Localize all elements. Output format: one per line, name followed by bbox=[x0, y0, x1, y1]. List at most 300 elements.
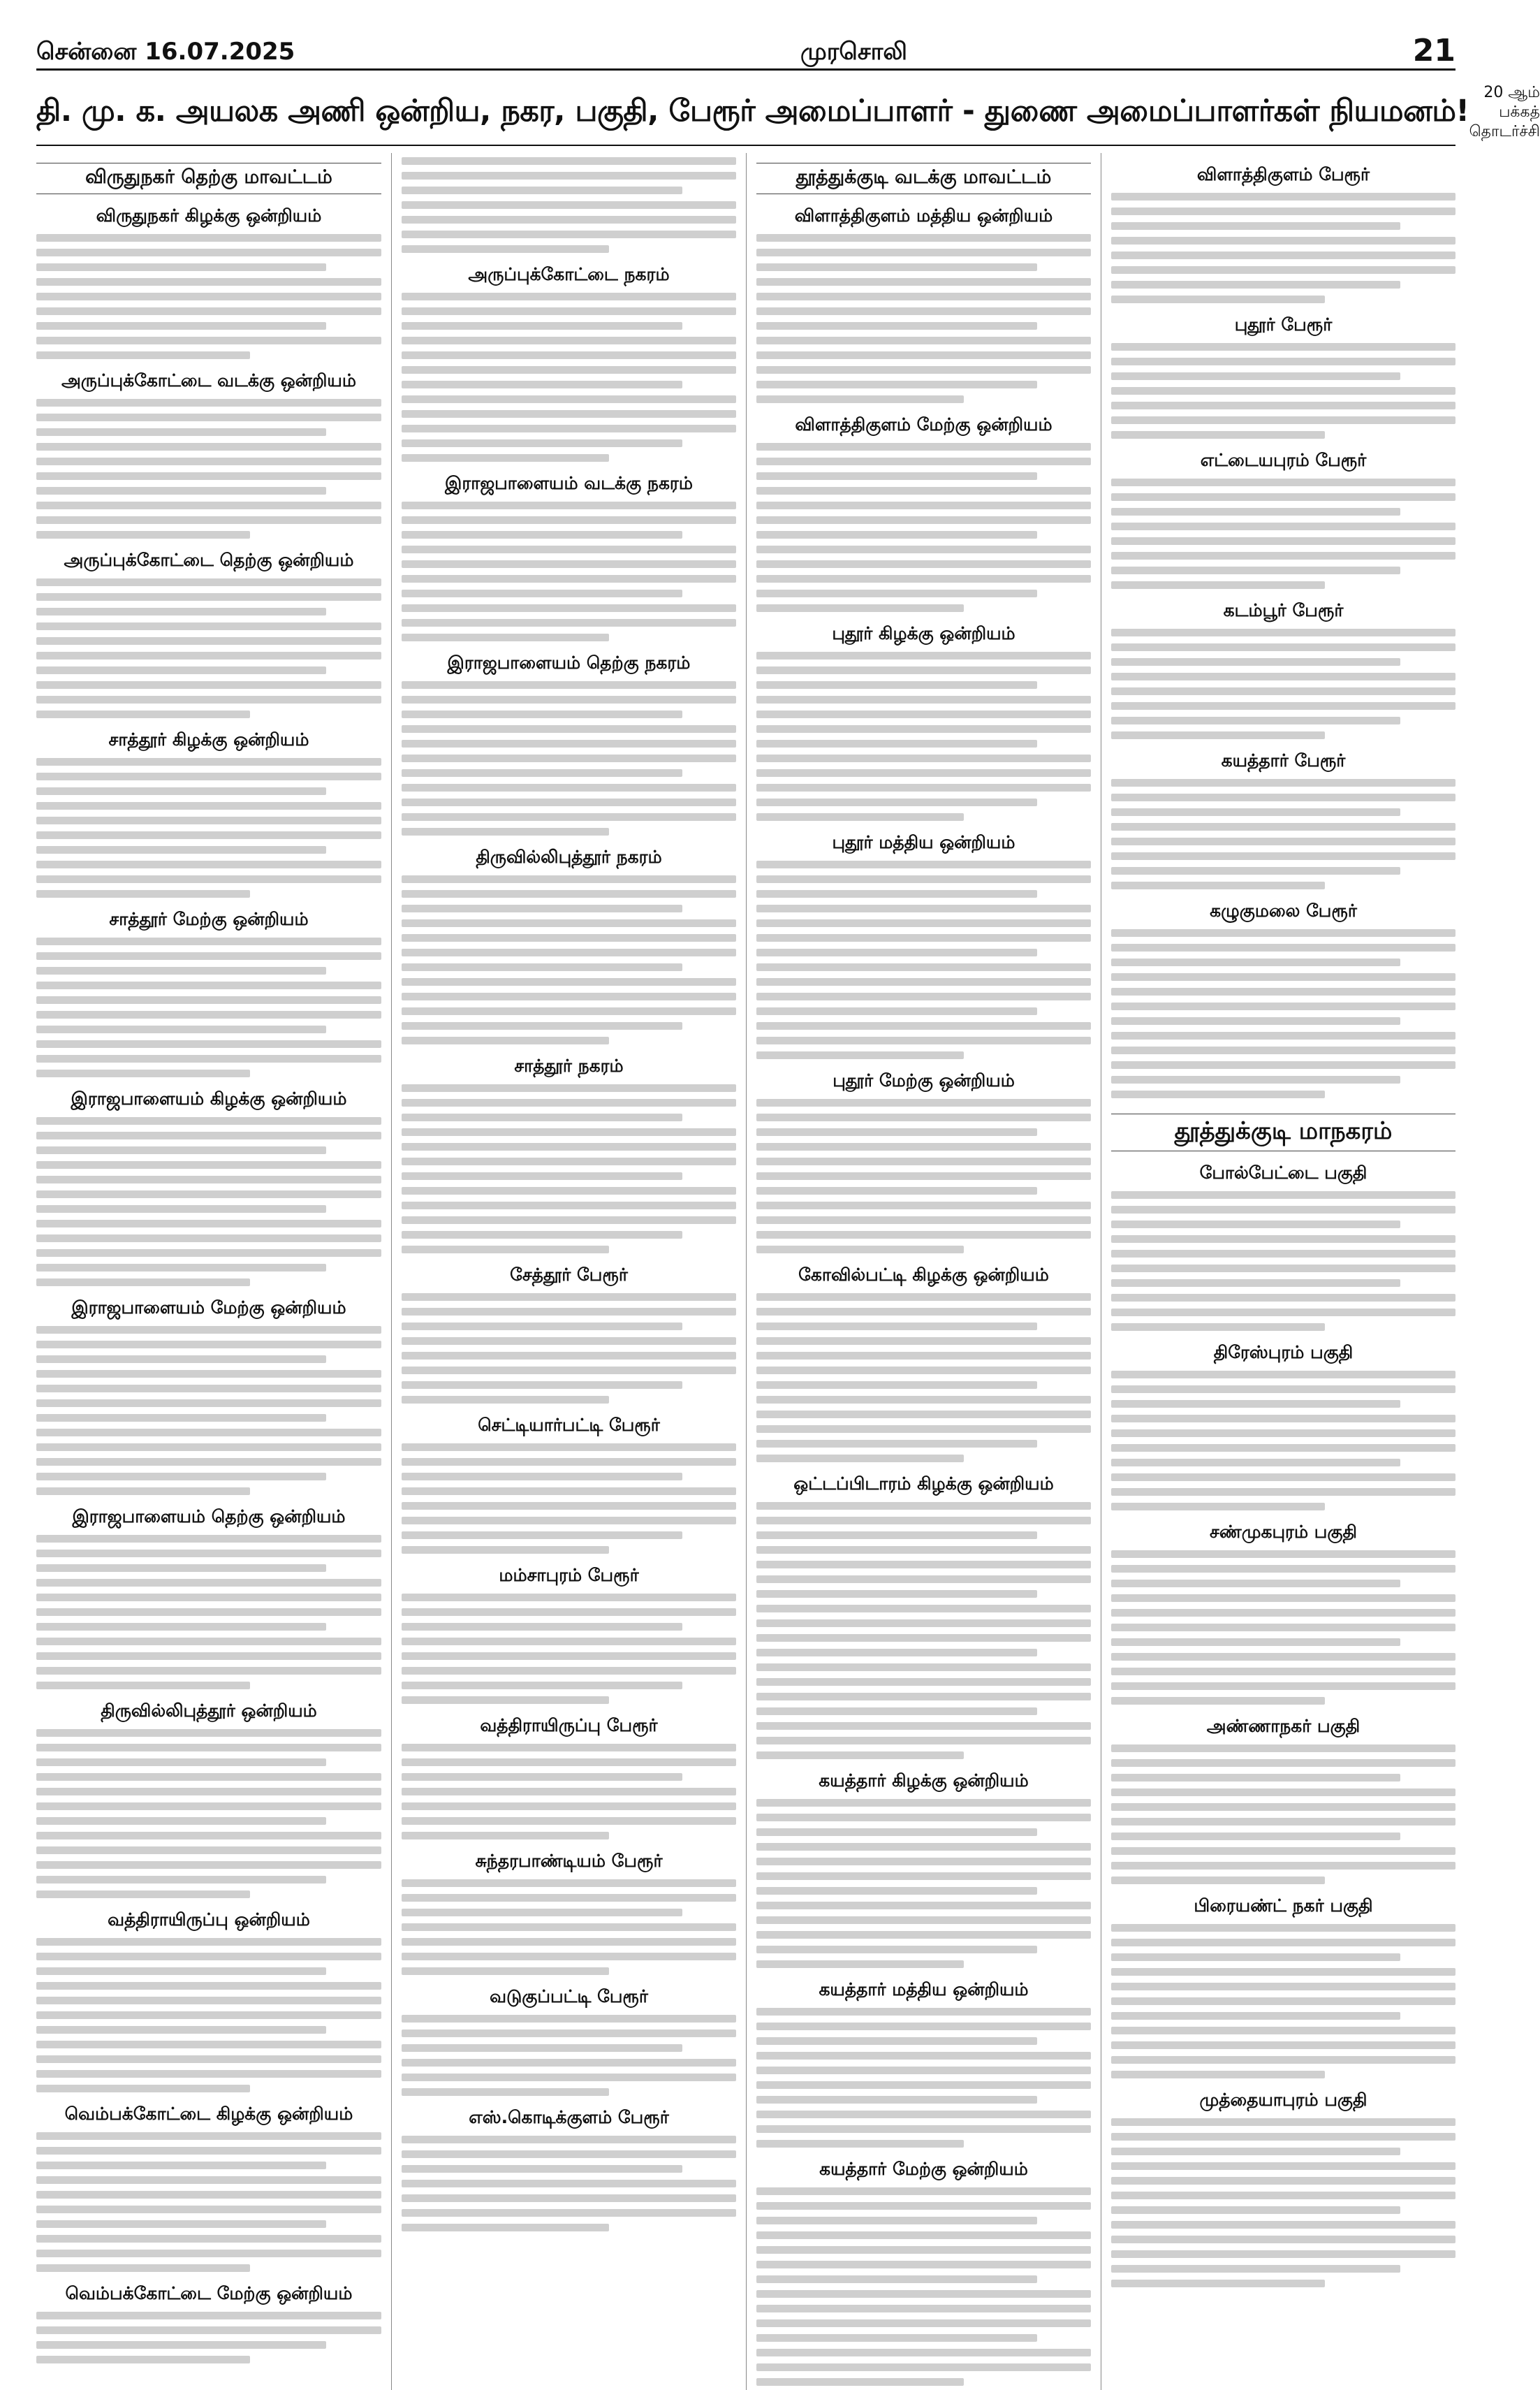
text-line bbox=[36, 1026, 326, 1033]
text-line bbox=[756, 1960, 964, 1968]
text-line bbox=[36, 1132, 381, 1139]
text-line bbox=[402, 799, 736, 806]
text-line bbox=[1111, 237, 1455, 245]
section-heading: கயத்தார் மேற்கு ஒன்றியம் bbox=[819, 2159, 1028, 2179]
text-line bbox=[756, 1293, 1091, 1301]
text-line bbox=[1111, 2133, 1455, 2141]
text-line bbox=[36, 1564, 326, 1572]
text-line bbox=[756, 2349, 1091, 2356]
text-line bbox=[756, 1678, 1091, 1686]
text-line bbox=[1111, 1939, 1455, 1946]
text-line bbox=[402, 2015, 736, 2023]
section-heading: அண்ணாநகர் பகுதி bbox=[1206, 1716, 1361, 1736]
text-line bbox=[756, 1872, 1091, 1880]
listing-text-placeholder bbox=[756, 1799, 1091, 1968]
text-line bbox=[36, 2132, 381, 2140]
text-line bbox=[36, 1326, 381, 1334]
listing-text-placeholder bbox=[1111, 629, 1455, 739]
text-line bbox=[36, 1876, 326, 1883]
text-line bbox=[36, 831, 381, 839]
text-line bbox=[402, 919, 736, 927]
text-line bbox=[1111, 523, 1455, 530]
listing-text-placeholder bbox=[36, 1326, 381, 1495]
text-line bbox=[402, 546, 736, 553]
text-line bbox=[36, 1667, 381, 1675]
text-line bbox=[756, 1051, 964, 1059]
text-line bbox=[36, 278, 381, 286]
text-line bbox=[1111, 2265, 1400, 2273]
text-line bbox=[36, 351, 250, 359]
text-line bbox=[756, 263, 1037, 271]
text-line bbox=[402, 1352, 736, 1360]
text-line bbox=[36, 2147, 381, 2155]
text-line bbox=[36, 428, 326, 436]
text-line bbox=[402, 560, 736, 568]
listing-text-placeholder bbox=[1111, 929, 1455, 1098]
text-line bbox=[402, 784, 736, 792]
text-line bbox=[1111, 988, 1455, 996]
section-heading: புதூர் பேரூர் bbox=[1234, 314, 1333, 335]
text-line bbox=[402, 769, 682, 777]
text-line bbox=[1111, 1877, 1325, 1884]
continuation-note: 20 ஆம் பக்கத் தொடர்ச்சி bbox=[1469, 84, 1540, 140]
text-line bbox=[402, 2059, 736, 2067]
text-line bbox=[1111, 193, 1455, 201]
text-line bbox=[1111, 1047, 1455, 1054]
text-line bbox=[1111, 2118, 1455, 2126]
text-line bbox=[1111, 2027, 1455, 2034]
text-line bbox=[36, 458, 381, 465]
text-line bbox=[756, 2037, 1037, 2045]
listing-text-placeholder bbox=[402, 1084, 736, 1253]
listing-text-placeholder bbox=[36, 399, 381, 539]
text-line bbox=[402, 890, 736, 898]
text-line bbox=[756, 2334, 1037, 2342]
section-heading: விருதுநகர் கிழக்கு ஒன்றியம் bbox=[96, 205, 322, 226]
text-line bbox=[402, 1084, 736, 1092]
text-line bbox=[1111, 1191, 1455, 1199]
text-line bbox=[756, 725, 1091, 733]
section-heading: திருவில்லிபுத்தூர் ஒன்றியம் bbox=[101, 1700, 317, 1721]
text-line bbox=[756, 963, 1091, 971]
text-line bbox=[1111, 1206, 1455, 1214]
text-line bbox=[756, 2275, 1037, 2283]
listing-text-placeholder bbox=[36, 1535, 381, 1689]
text-line bbox=[36, 1011, 381, 1019]
text-line bbox=[756, 1546, 1091, 1554]
text-line bbox=[36, 1890, 250, 1898]
text-line bbox=[402, 963, 682, 971]
text-line bbox=[36, 1861, 381, 1869]
text-line bbox=[36, 322, 326, 330]
text-line bbox=[756, 2067, 1091, 2074]
listing-text-placeholder bbox=[1111, 479, 1455, 589]
text-line bbox=[756, 949, 1037, 956]
text-line bbox=[756, 2217, 1037, 2224]
text-line bbox=[402, 439, 682, 447]
text-line bbox=[1111, 567, 1400, 574]
text-line bbox=[36, 443, 381, 451]
text-line bbox=[756, 2378, 964, 2386]
text-line bbox=[36, 1234, 381, 1242]
text-line bbox=[402, 1022, 682, 1030]
text-line bbox=[402, 1381, 682, 1389]
text-line bbox=[756, 784, 1091, 792]
text-line bbox=[1111, 207, 1455, 215]
text-line bbox=[402, 157, 736, 165]
text-line bbox=[756, 1187, 1037, 1195]
text-line bbox=[36, 1341, 381, 1348]
text-line bbox=[756, 1172, 1091, 1180]
text-line bbox=[36, 307, 381, 315]
text-line bbox=[36, 1370, 381, 1378]
text-line bbox=[1111, 1653, 1455, 1661]
listing-text-placeholder bbox=[36, 578, 381, 718]
text-line bbox=[1111, 2148, 1400, 2155]
text-line bbox=[756, 443, 1091, 451]
text-line bbox=[1111, 1323, 1325, 1331]
section-heading: இராஜபாளையம் மேற்கு ஒன்றியம் bbox=[71, 1297, 346, 1318]
text-line bbox=[402, 2088, 609, 2096]
text-line bbox=[1111, 779, 1455, 787]
text-line bbox=[36, 1458, 381, 1466]
text-line bbox=[1111, 1473, 1455, 1481]
text-line bbox=[36, 2341, 326, 2349]
text-line bbox=[756, 1799, 1091, 1807]
listing-text-placeholder bbox=[36, 2132, 381, 2272]
text-line bbox=[1111, 2250, 1455, 2258]
text-line bbox=[756, 307, 1091, 315]
text-line bbox=[402, 2150, 736, 2158]
text-line bbox=[1111, 929, 1455, 937]
text-line bbox=[36, 2206, 381, 2213]
text-line bbox=[1111, 1997, 1455, 2005]
section-heading: இராஜபாளையம் தெற்கு நகரம் bbox=[447, 653, 691, 673]
text-line bbox=[1111, 1818, 1455, 1826]
text-line bbox=[1111, 823, 1455, 831]
text-line bbox=[36, 1190, 381, 1198]
text-line bbox=[756, 1590, 1037, 1598]
text-line bbox=[36, 2191, 381, 2199]
text-line bbox=[36, 1070, 250, 1077]
text-line bbox=[756, 1246, 964, 1253]
text-line bbox=[756, 2111, 1091, 2118]
text-line bbox=[1111, 1503, 1325, 1510]
text-line bbox=[36, 1967, 326, 1975]
text-line bbox=[756, 666, 1091, 674]
section-heading: சேத்தூர் பேரூர் bbox=[510, 1265, 628, 1285]
text-line bbox=[756, 351, 1091, 359]
listing-text-placeholder bbox=[1111, 779, 1455, 889]
text-line bbox=[36, 1220, 381, 1227]
text-line bbox=[756, 322, 1037, 330]
section-heading: அருப்புக்கோட்டை தெற்கு ஒன்றியம் bbox=[64, 550, 354, 570]
page-number: 21 bbox=[1412, 33, 1455, 68]
text-line bbox=[402, 813, 736, 821]
text-line bbox=[402, 1817, 736, 1825]
text-line bbox=[402, 1099, 736, 1107]
section-heading: சாத்தூர் நகரம் bbox=[514, 1056, 624, 1076]
text-line bbox=[756, 2125, 1091, 2133]
section-heading: செட்டியார்பட்டி பேரூர் bbox=[478, 1415, 660, 1435]
text-line bbox=[1111, 1788, 1455, 1796]
text-line bbox=[36, 696, 381, 704]
text-line bbox=[402, 905, 682, 912]
text-line bbox=[402, 1546, 609, 1554]
text-line bbox=[402, 604, 736, 612]
text-line bbox=[756, 487, 1091, 495]
text-line bbox=[756, 1902, 1091, 1909]
text-line bbox=[756, 590, 1037, 597]
text-line bbox=[756, 2319, 1091, 2327]
text-line bbox=[1111, 266, 1455, 274]
text-line bbox=[36, 1355, 326, 1363]
text-line bbox=[402, 307, 736, 315]
text-line bbox=[36, 2011, 381, 2019]
text-line bbox=[756, 1634, 1091, 1642]
text-line bbox=[756, 1707, 1037, 1715]
text-line bbox=[36, 711, 250, 718]
text-line bbox=[756, 1322, 1037, 1330]
column-1 bbox=[36, 153, 391, 2390]
text-line bbox=[1111, 1488, 1455, 1496]
listing-text-placeholder bbox=[402, 681, 736, 836]
text-line bbox=[402, 1128, 736, 1136]
text-line bbox=[756, 2096, 1037, 2104]
text-line bbox=[36, 1682, 250, 1689]
text-line bbox=[402, 2194, 736, 2202]
section-heading: ஒட்டப்பிடாரம் கிழக்கு ஒன்றியம் bbox=[793, 1473, 1054, 1494]
text-line bbox=[402, 2165, 682, 2173]
text-line bbox=[402, 1158, 736, 1165]
text-line bbox=[36, 1638, 381, 1645]
listing-text-placeholder bbox=[402, 1879, 736, 1975]
text-line bbox=[402, 1293, 736, 1301]
listing-text-placeholder bbox=[756, 443, 1091, 612]
text-line bbox=[756, 472, 1037, 480]
text-line bbox=[402, 531, 682, 539]
text-line bbox=[402, 828, 609, 836]
text-line bbox=[36, 2055, 381, 2063]
listing-text-placeholder bbox=[1111, 193, 1455, 303]
text-line bbox=[36, 1997, 381, 2004]
text-line bbox=[36, 516, 381, 524]
text-line bbox=[756, 1858, 1091, 1865]
text-line bbox=[756, 1337, 1091, 1345]
text-line bbox=[36, 1594, 381, 1601]
text-line bbox=[402, 410, 736, 418]
text-line bbox=[402, 993, 736, 1000]
text-line bbox=[756, 2261, 1091, 2268]
section-heading: முத்தையாபுரம் பகுதி bbox=[1199, 2090, 1367, 2110]
text-line bbox=[756, 1411, 1091, 1418]
text-line bbox=[756, 1619, 1091, 1627]
text-line bbox=[1111, 959, 1400, 966]
text-line bbox=[1111, 1265, 1455, 1272]
text-line bbox=[1111, 643, 1455, 651]
text-line bbox=[402, 1517, 736, 1524]
text-line bbox=[36, 787, 326, 795]
text-line bbox=[1111, 493, 1455, 501]
text-line bbox=[36, 681, 381, 689]
text-line bbox=[402, 1143, 736, 1151]
text-line bbox=[36, 263, 326, 271]
text-line bbox=[36, 875, 381, 883]
text-line bbox=[402, 337, 736, 344]
text-line bbox=[402, 575, 736, 583]
text-line bbox=[1111, 2071, 1325, 2078]
section-heading: அருப்புக்கோட்டை வடக்கு ஒன்றியம் bbox=[61, 370, 356, 391]
text-line bbox=[402, 1652, 736, 1660]
text-line bbox=[402, 2030, 736, 2037]
listing-text-placeholder bbox=[756, 652, 1091, 821]
text-line bbox=[402, 1187, 736, 1195]
listing-text-placeholder bbox=[1111, 1191, 1455, 1331]
text-line bbox=[756, 1007, 1037, 1015]
text-line bbox=[36, 487, 326, 495]
text-line bbox=[402, 1367, 736, 1374]
text-line bbox=[402, 2224, 609, 2231]
text-line bbox=[756, 1128, 1037, 1136]
section-heading: இராஜபாளையம் வடக்கு நகரம் bbox=[445, 473, 693, 493]
text-line bbox=[36, 1652, 381, 1660]
listing-text-placeholder bbox=[756, 2008, 1091, 2148]
text-line bbox=[1111, 387, 1455, 395]
text-line bbox=[36, 2264, 250, 2272]
text-line bbox=[402, 516, 736, 524]
text-line bbox=[756, 2023, 1091, 2030]
text-line bbox=[756, 249, 1091, 256]
text-line bbox=[1111, 1220, 1400, 1228]
section-heading: பிரையண்ட் நகர் பகுதி bbox=[1194, 1895, 1373, 1916]
text-line bbox=[1111, 2162, 1455, 2170]
text-line bbox=[402, 1007, 736, 1015]
text-line bbox=[402, 1758, 736, 1766]
text-line bbox=[36, 1729, 381, 1737]
section-heading: வெம்பக்கோட்டை மேற்கு ஒன்றியம் bbox=[65, 2283, 353, 2303]
text-line bbox=[1111, 1250, 1455, 1258]
text-line bbox=[756, 1828, 1037, 1836]
text-line bbox=[756, 2008, 1091, 2016]
text-line bbox=[756, 2363, 1091, 2371]
text-line bbox=[1111, 1594, 1455, 1602]
text-line bbox=[1111, 222, 1400, 230]
text-line bbox=[36, 1982, 381, 1990]
listing-text-placeholder bbox=[402, 502, 736, 641]
text-line bbox=[36, 1802, 381, 1810]
text-line bbox=[402, 1682, 682, 1689]
text-line bbox=[756, 1722, 1091, 1730]
listing-text-placeholder bbox=[402, 157, 736, 253]
text-line bbox=[402, 1938, 736, 1946]
section-heading: கழுகுமலை பேரூர் bbox=[1210, 901, 1357, 921]
text-line bbox=[36, 1055, 381, 1063]
text-line bbox=[402, 1744, 736, 1751]
text-line bbox=[756, 560, 1091, 568]
text-line bbox=[1111, 717, 1400, 724]
text-line bbox=[1111, 416, 1455, 424]
text-line bbox=[36, 666, 326, 674]
text-line bbox=[756, 575, 1091, 583]
section-heading: அருப்புக்கோட்டை நகரம் bbox=[468, 264, 670, 284]
text-line bbox=[756, 1381, 1037, 1389]
text-line bbox=[36, 399, 381, 407]
text-line bbox=[756, 1216, 1091, 1224]
newspaper-name: முரசொலி bbox=[800, 38, 908, 66]
text-line bbox=[1111, 2177, 1455, 2185]
text-line bbox=[1111, 1759, 1455, 1767]
text-line bbox=[1111, 794, 1455, 801]
text-line bbox=[756, 546, 1091, 553]
text-line bbox=[36, 608, 326, 615]
text-line bbox=[1111, 838, 1455, 845]
section-heading: சாத்தூர் கிழக்கு ஒன்றியம் bbox=[108, 729, 309, 750]
text-line bbox=[756, 1308, 1091, 1316]
listing-text-placeholder bbox=[1111, 2118, 1455, 2287]
text-line bbox=[36, 1443, 381, 1451]
text-line bbox=[1111, 1624, 1455, 1631]
text-line bbox=[402, 1879, 736, 1887]
text-line bbox=[756, 1099, 1091, 1107]
text-line bbox=[1111, 1061, 1455, 1069]
text-line bbox=[756, 1367, 1091, 1374]
text-line bbox=[1111, 687, 1455, 695]
text-line bbox=[402, 2044, 682, 2052]
text-line bbox=[1111, 2206, 1400, 2214]
listing-text-placeholder bbox=[402, 1594, 736, 1704]
text-line bbox=[756, 919, 1091, 927]
text-line bbox=[756, 799, 1037, 806]
section-heading: கோவில்பட்டி கிழக்கு ஒன்றியம் bbox=[798, 1265, 1049, 1285]
section-heading: வெம்பக்கோட்டை கிழக்கு ஒன்றியம் bbox=[64, 2104, 353, 2124]
section-heading: புதூர் மத்திய ஒன்றியம் bbox=[832, 832, 1015, 852]
text-line bbox=[756, 1158, 1091, 1165]
column-4 bbox=[1101, 153, 1455, 2390]
text-line bbox=[402, 1202, 736, 1209]
text-line bbox=[402, 1667, 736, 1675]
text-line bbox=[402, 1608, 736, 1616]
text-line bbox=[756, 681, 1037, 689]
listing-text-placeholder bbox=[402, 1744, 736, 1839]
edition-date: சென்னை 16.07.2025 bbox=[36, 38, 295, 66]
text-line bbox=[402, 502, 736, 509]
text-line bbox=[756, 1531, 1037, 1539]
text-line bbox=[1111, 2280, 1325, 2287]
text-line bbox=[756, 1037, 1091, 1044]
text-line bbox=[756, 234, 1091, 242]
text-line bbox=[36, 1040, 381, 1048]
text-line bbox=[1111, 1862, 1455, 1870]
text-line bbox=[36, 337, 381, 344]
column-3 bbox=[746, 153, 1101, 2390]
text-line bbox=[402, 1172, 682, 1180]
text-line bbox=[756, 1114, 1091, 1121]
text-line bbox=[36, 1146, 326, 1154]
text-line bbox=[756, 993, 1091, 1000]
text-line bbox=[756, 861, 1091, 868]
text-line bbox=[756, 1517, 1091, 1524]
text-line bbox=[402, 875, 736, 883]
text-line bbox=[1111, 1968, 1455, 1976]
text-line bbox=[36, 1176, 381, 1183]
text-line bbox=[36, 1473, 326, 1480]
text-line bbox=[756, 652, 1091, 660]
text-line bbox=[36, 249, 381, 256]
listing-text-placeholder bbox=[1111, 1371, 1455, 1510]
listing-text-placeholder bbox=[402, 2015, 736, 2096]
text-line bbox=[402, 725, 736, 733]
section-heading: போல்பேட்டை பகுதி bbox=[1199, 1163, 1367, 1183]
